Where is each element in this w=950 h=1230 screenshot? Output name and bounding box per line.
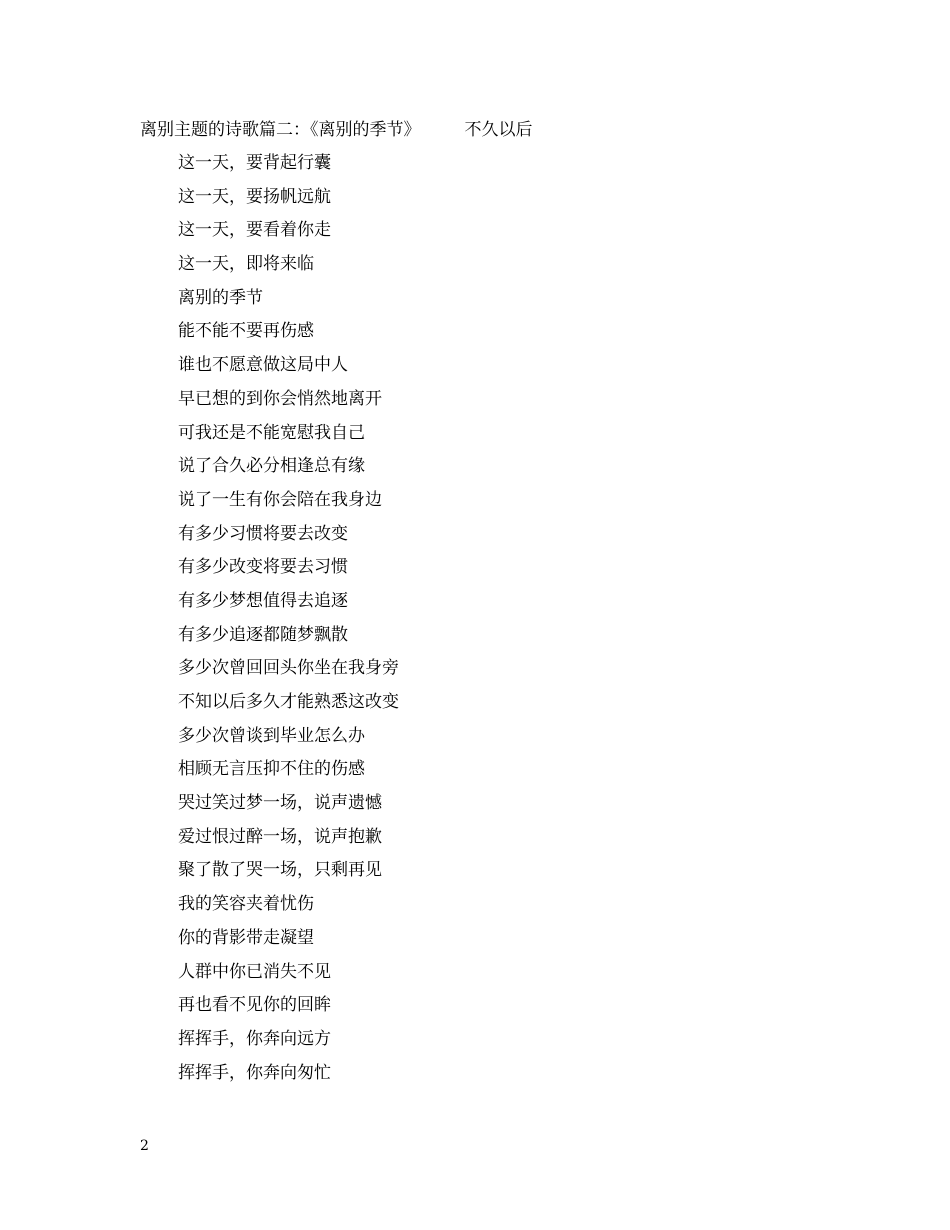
poem-line: 我的笑容夹着忧伤 bbox=[178, 894, 314, 915]
poem-subtitle: 不久以后 bbox=[464, 120, 533, 140]
poem-line: 爱过恨过醉一场，说声抱歉 bbox=[178, 826, 382, 847]
poem-line: 这一天，要背起行囊 bbox=[178, 153, 331, 173]
poem-lines bbox=[178, 151, 399, 1094]
poem-line: 聚了散了哭一场，只剩再见 bbox=[178, 860, 382, 881]
poem-line: 有多少梦想值得去追逐 bbox=[178, 590, 348, 611]
poem-line: 这一天，即将来临 bbox=[178, 254, 314, 275]
poem-line: 谁也不愿意做这局中人 bbox=[178, 355, 348, 376]
poem-line: 有多少改变将要去习惯 bbox=[178, 557, 348, 578]
poem-line: 离别的季节 bbox=[178, 287, 263, 308]
poem-line: 多少次曾谈到毕业怎么办 bbox=[178, 725, 365, 746]
poem-line: 说了一生有你会陪在我身边 bbox=[178, 489, 382, 510]
poem-line: 这一天，要看着你走 bbox=[178, 220, 331, 241]
poem-line: 多少次曾回回头你坐在我身旁 bbox=[178, 658, 399, 679]
poem-line: 有多少习惯将要去改变 bbox=[178, 523, 348, 544]
poem-line: 再也看不见你的回眸 bbox=[178, 995, 331, 1016]
poem-line: 不知以后多久才能熟悉这改变 bbox=[178, 692, 399, 712]
poem-heading bbox=[140, 118, 533, 142]
page-number: 2 bbox=[140, 1138, 149, 1154]
poem-line: 早已想的到你会悄然地离开 bbox=[178, 388, 382, 409]
poem-line: 挥挥手，你奔向匆忙 bbox=[178, 1062, 331, 1083]
poem-line: 哭过笑过梦一场，说声遗憾 bbox=[178, 793, 382, 814]
poem-line: 人群中你已消失不见 bbox=[178, 961, 331, 982]
poem-line: 相顾无言压抑不住的伤感 bbox=[178, 759, 365, 780]
poem-line: 这一天，要扬帆远航 bbox=[178, 186, 331, 207]
poem-line: 有多少追逐都随梦飘散 bbox=[178, 624, 348, 645]
poem-line: 可我还是不能宽慰我自己 bbox=[178, 422, 365, 443]
poem-line: 挥挥手，你奔向远方 bbox=[178, 1028, 331, 1049]
poem-line: 你的背影带走凝望 bbox=[178, 927, 314, 948]
poem-line: 说了合久必分相逢总有缘 bbox=[178, 456, 365, 477]
poem-title: 离别主题的诗歌篇二：《离别的季节》 bbox=[140, 120, 421, 140]
poem-line: 能不能不要再伤感 bbox=[178, 321, 314, 342]
